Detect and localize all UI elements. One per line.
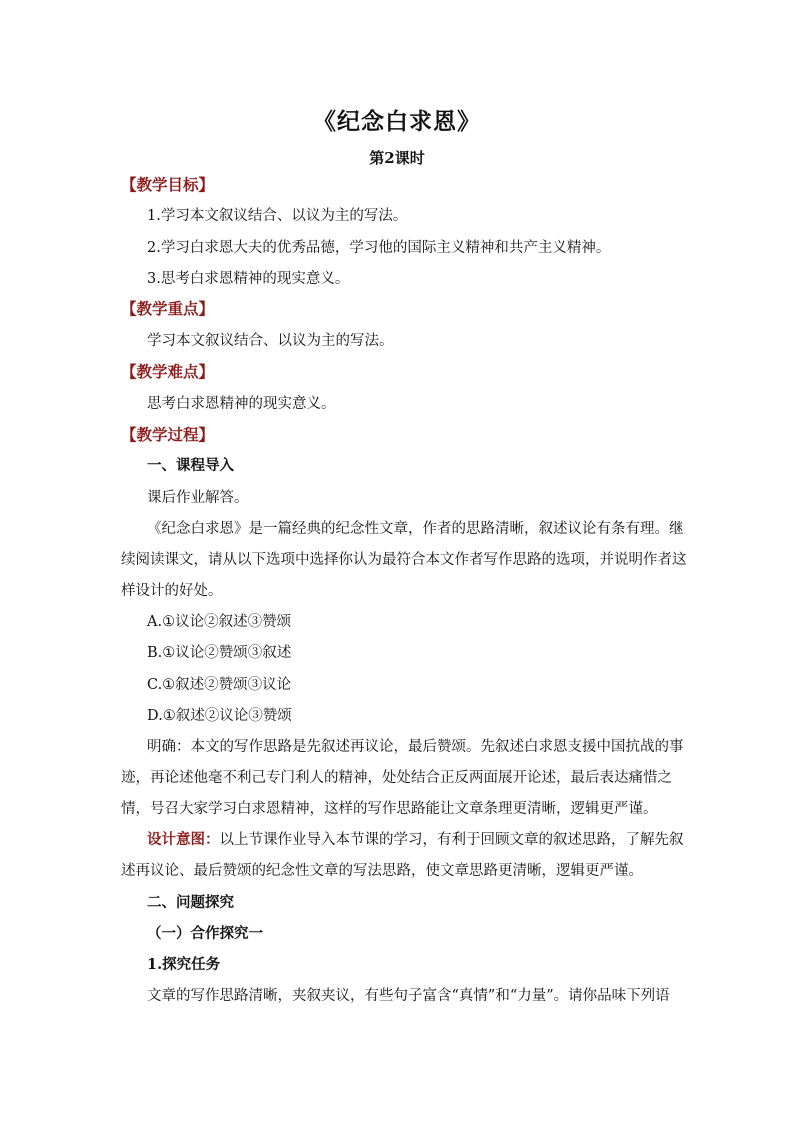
design-intent-line: 述再议论、最后赞颂的纪念性文章的写法思路，使文章思路更清晰，逻辑更严谨。 [121,863,643,879]
goal-item: 2.学习白求恩大夫的优秀品德，学习他的国际主义精神和共产主义精神。 [147,240,611,256]
section-title: 二、问题探究 [147,894,234,911]
answer-line: 明确：本文的写作思路是先叙述再议论，最后赞颂。先叙述白求恩支援中国抗战的事 [147,739,684,755]
option-c: C.①叙述②赞颂③议论 [147,677,292,693]
lesson-number: 第2课时 [369,149,425,167]
option-b: B.①议论②赞颂③叙述 [147,645,292,661]
document-title: 《纪念白求恩》 [313,108,481,135]
goal-item: 3.思考白求恩精神的现实意义。 [147,271,350,287]
task-title: 1.探究任务 [147,956,221,973]
key-text: 学习本文叙议结合、以议为主的写法。 [147,333,394,349]
goals-heading: 【教学目标】 [121,175,215,194]
answer-line: 情，号召大家学习白求恩精神，这样的写作思路能让文章条理更清晰，逻辑更严谨。 [121,801,658,817]
intro-text: 课后作业解答。 [147,490,249,506]
option-a: A.①议论②叙述③赞颂 [147,614,292,630]
paragraph-line: 《纪念白求恩》是一篇经典的纪念性文章，作者的思路清晰，叙述议论有条有理。继 [147,521,684,537]
section-title: 一、课程导入 [147,457,234,474]
task-paragraph: 文章的写作思路清晰，夹叙夹议，有些句子富含“真情”和“力量”。请你品味下列语 [147,988,670,1004]
option-d: D.①叙述②议论③赞颂 [147,708,292,724]
design-intent-label: 设计意图： [147,831,220,848]
key-heading: 【教学重点】 [121,299,215,318]
subsection-title: （一）合作探究一 [147,925,263,942]
paragraph-line: 续阅读课文，请从以下选项中选择你认为最符合本文作者写作思路的选项，并说明作者这 [121,552,687,568]
goal-item: 1.学习本文叙议结合、以议为主的写法。 [147,208,408,224]
difficulty-heading: 【教学难点】 [121,362,215,381]
design-intent-text: 以上节课作业导入本节课的学习，有利于回顾文章的叙述思路，了解先叙 [219,832,684,848]
answer-line: 迹，再论述他毫不利己专门利人的精神，处处结合正反两面展开论述，最后表达痛惜之 [121,770,672,786]
difficulty-text: 思考白求恩精神的现实意义。 [147,396,336,412]
design-intent-line [147,830,684,850]
paragraph-line: 样设计的好处。 [121,583,223,599]
process-heading: 【教学过程】 [121,425,215,444]
